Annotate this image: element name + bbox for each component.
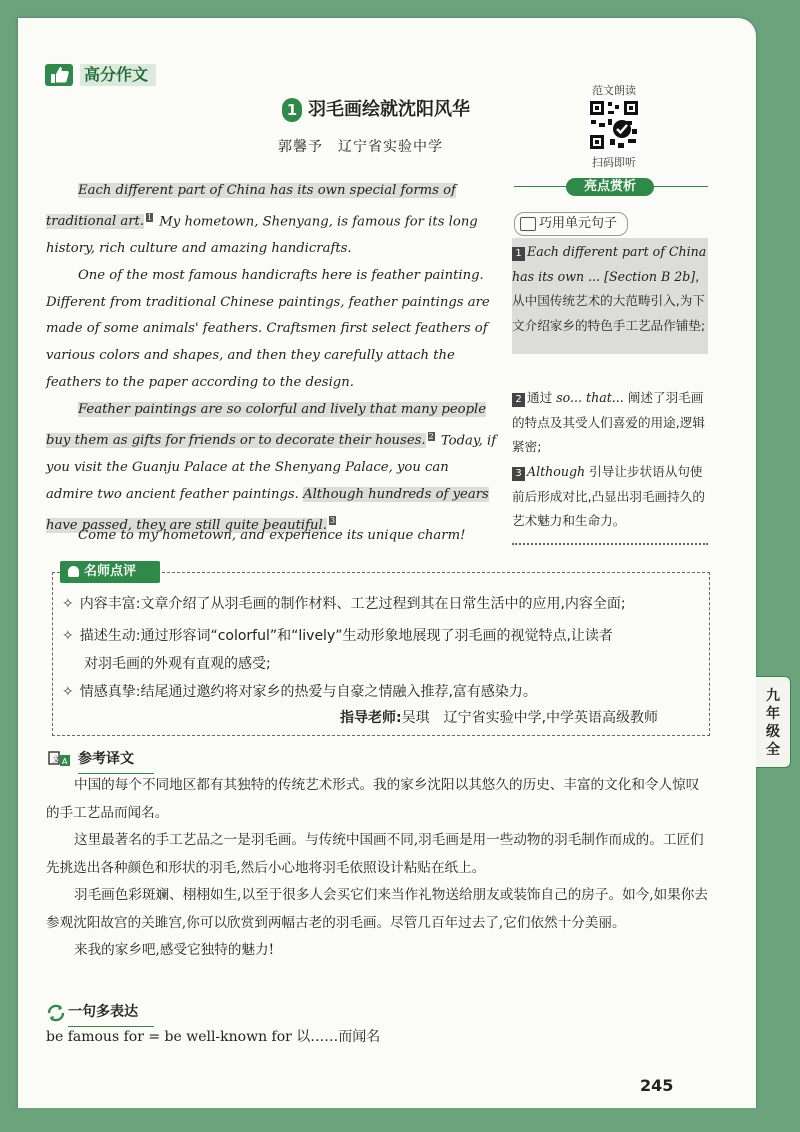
teacher-credit [340, 704, 658, 732]
article-byline: 郭馨予 辽宁省实验中学 [278, 139, 443, 155]
grade-tab[interactable] [756, 676, 791, 768]
review-point-1 [62, 590, 702, 618]
qr-bottom-label: 扫码即听 [592, 156, 636, 169]
article-number: 1 [282, 98, 302, 122]
svg-text:文: 文 [52, 755, 60, 764]
note-2-b: 阐述了羽毛画的特点及其受人们喜爱的用途,逻辑紧密; [512, 390, 705, 454]
essay-body [46, 178, 498, 540]
qr-code-icon[interactable] [588, 99, 640, 151]
note-number: 1 [512, 247, 525, 261]
thumbs-up-icon [45, 64, 73, 86]
sidebar-badge: 亮点赏析 [566, 178, 654, 196]
essay-paragraph-1 [46, 178, 498, 263]
review-point-2 [62, 622, 702, 650]
svg-text:A: A [62, 757, 68, 766]
sidebar-subtitle-text: 巧用单元句子 [539, 216, 618, 231]
essay-paragraph-2: One of the most famous handicrafts here is feather painting. Different from traditional Chinese paintings, feather paintings are made of some animals' feathers. Craftsmen first select feathers of various colors and shapes, and then they carefully attach the feathers to the paper according to the design. [46, 267, 490, 390]
note-2-a: 通过 [527, 390, 557, 405]
marker-3: 3 [329, 516, 336, 526]
translate-icon [48, 751, 72, 767]
note-3-english: Although [527, 464, 586, 479]
teacher-label: 指导老师: [340, 710, 402, 726]
translation-body [46, 772, 710, 965]
article-title: 羽毛画绘就沈阳风华 [308, 99, 470, 120]
sparkle-icon: ✧ [62, 628, 74, 644]
sidebar-note-1 [512, 240, 708, 338]
essay-paragraph-4: Come to my hometown, and experience its unique charm! [78, 528, 466, 543]
essay-text: My hometown, Shenyang, is famous for its long history, rich culture and amazing handicrafts. [46, 214, 478, 256]
essay-text: Today, if you visit the Guanju Palace at the Shenyang Palace, you can admire two ancient feather paintings. [46, 432, 497, 502]
review-text: 描述生动:通过形容词“colorful”和“lively”生动形象地展现了羽毛画的视觉特点,让读者 [79, 628, 613, 644]
section-title: 高分作文 [80, 64, 156, 86]
sparkle-icon: ✧ [62, 596, 74, 612]
translation-paragraph-2: 这里最著名的手工艺品之一是羽毛画。与传统中国画不同,羽毛画是用一些动物的羽毛制作而成的。工匠们先挑选出各种颜色和形状的羽毛,然后小心地将羽毛依照设计粘贴在纸上。 [46, 832, 704, 876]
marker-1: 1 [147, 212, 153, 222]
translation-title: 参考译文 [78, 745, 154, 774]
expression-text: be famous for = be well-known for 以……而闻名 [46, 1029, 381, 1045]
person-icon [68, 566, 79, 577]
review-badge-text: 名师点评 [84, 564, 137, 579]
sparkle-icon: ✧ [62, 684, 74, 700]
review-point-2-cont: 对羽毛画的外观有直观的感受; [84, 656, 271, 672]
translation-paragraph-3: 羽毛画色彩斑斓、栩栩如生,以至于很多人会买它们来当作礼物送给朋友或装饰自己的房子。如今,如果你去参观沈阳故宫的关雎宫,你可以欣赏到两幅古老的羽毛画。尽管几百年过去了,它们依然十分美丽。 [46, 887, 708, 931]
sidebar-note-2 [512, 386, 708, 460]
review-point-3 [62, 678, 702, 706]
review-text: 内容丰富:文章介绍了从羽毛画的制作材料、工艺过程到其在日常生活中的应用,内容全面; [79, 596, 626, 612]
note-number: 2 [512, 393, 525, 407]
sidebar-bottom-divider [512, 543, 708, 545]
bottom-band [0, 1108, 800, 1132]
note-2-english: so... that... [556, 390, 624, 405]
note-3-b: 引导让步状语从句使前后形成对比,凸显出羽毛画持久的艺术魅力和生命力。 [512, 464, 705, 528]
translation-paragraph-4: 来我的家乡吧,感受它独特的魅力! [74, 942, 275, 958]
refresh-icon [46, 1004, 66, 1022]
marker-2: 2 [428, 431, 434, 441]
note-1-chinese: ,从中国传统艺术的大范畴引入,为下文介绍家乡的特色手工艺品作铺垫; [512, 268, 706, 333]
qr-top-label: 范文朗读 [592, 84, 636, 97]
page-number: 245 [640, 1076, 674, 1095]
translation-paragraph-1: 中国的每个不同地区都有其独特的传统艺术形式。我的家乡沈阳以其悠久的历史、丰富的文化和令人惊叹的手工艺品而闻名。 [46, 777, 700, 821]
teacher-name: 吴琪 辽宁省实验中学,中学英语高级教师 [401, 710, 659, 726]
highlight-sentence-1: Each different part of China has its own special forms of traditional art. [46, 183, 456, 230]
sidebar-subtitle [514, 212, 628, 236]
highlight-sentence-2: Feather paintings are so colorful and lively that many people buy them as gifts for friends or to decorate their houses. [46, 401, 487, 448]
review-text: 情感真挚:结尾通过邀约将对家乡的热爱与自豪之情融入推荐,富有感染力。 [79, 684, 537, 700]
highlight-sentence-3: Although hundreds of years have passed, they are still quite beautiful. [46, 486, 489, 533]
essay-paragraph-3 [46, 397, 498, 540]
note-number: 3 [512, 467, 525, 481]
review-badge [60, 561, 160, 583]
expression-title: 一句多表达 [68, 998, 154, 1027]
grade-tab-label: 九年级全 [766, 688, 780, 758]
note-1-english: Each different part of China has its own ... [Section B 2b] [512, 244, 707, 284]
book-icon [520, 217, 536, 231]
sidebar-note-3 [512, 460, 708, 534]
